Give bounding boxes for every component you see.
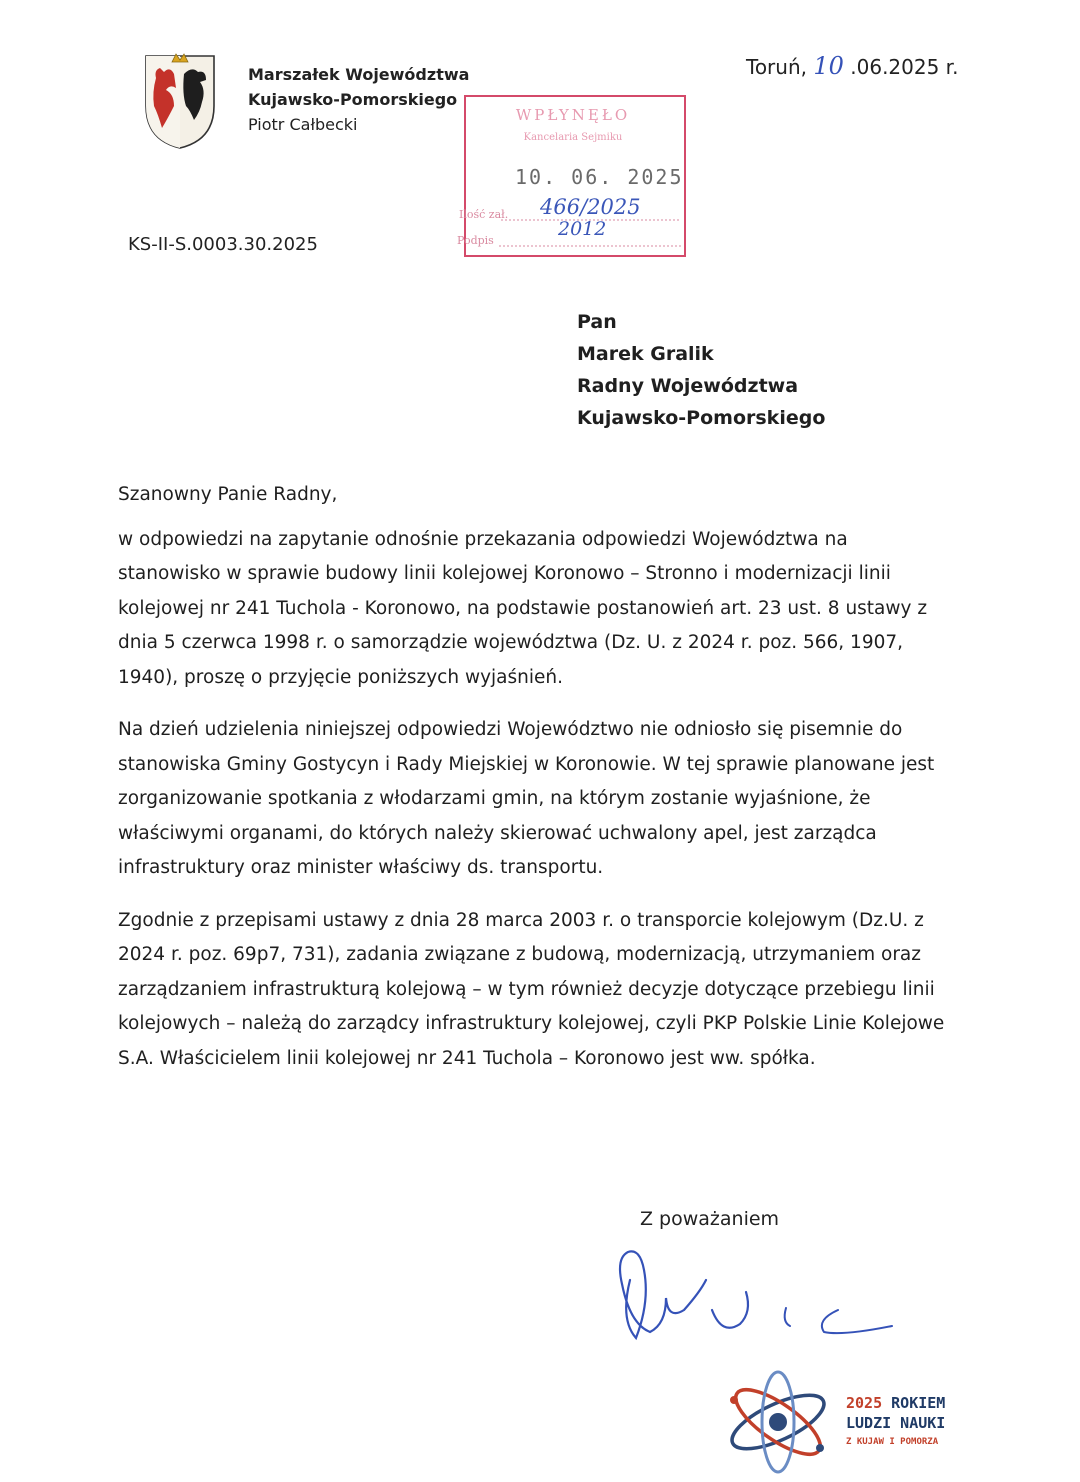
sender-block (248, 62, 469, 137)
coat-of-arms-logo (140, 48, 220, 152)
letter-body (118, 478, 948, 1094)
sender-title-line-2: Kujawsko-Pomorskiego (248, 90, 458, 109)
recipient-line-4: Kujawsko-Pomorskiego (577, 407, 826, 429)
slogan-line-3: Z KUJAW I POMORZA (846, 1437, 939, 1447)
science-year-slogan (846, 1393, 945, 1451)
stamp-count-label: Ilość zał. (459, 208, 509, 221)
stamp-code-handwritten: 2012 (558, 218, 607, 240)
paragraph-1: w odpowiedzi na zapytanie odnośnie przekazania odpowiedzi Województwa na stanowisko w sprawie budowy linii kolejowej Koronowo – Stronno i modernizacji linii kolejowej nr 241 Tuchola - Koronowo, na podstawie postanowień art. 23 ust. 8 ustawy z dnia 5 czerwca 1998 r. o samorządzie województwa (Dz. U. z 2024 r. poz. 566, 1907, 1940), proszę o przyjęcie poniższych wyjaśnień. (118, 528, 928, 688)
paragraph-3: Zgodnie z przepisami ustawy z dnia 28 marca 2003 r. o transporcie kolejowym (Dz.U. z 2024 r. poz. 69p7, 731), zadania związane z budową, modernizacją, utrzymaniem oraz zarządzaniem infrastrukturą kolejową – w tym również decyzje dotyczące przebiegu linii kolejowych – należą do zarządcy infrastruktury kolejowej, czyli PKP Polskie Linie Kolejowe S.A. Właścicielem linii kolejowej nr 241 Tuchola – Koronowo jest ww. spółka. (118, 909, 945, 1069)
slogan-line-1: ROKIEM (891, 1394, 946, 1412)
sender-title-line-1: Marszałek Województwa (248, 65, 470, 84)
sender-name: Piotr Całbecki (248, 115, 358, 134)
salutation: Szanowny Panie Radny, (118, 484, 338, 505)
slogan-line-2: LUDZI NAUKI (846, 1414, 946, 1432)
stamp-heading: WPŁYNĘŁO (515, 106, 631, 124)
recipient-line-3: Radny Województwa (577, 375, 799, 397)
recipient-line-2: Marek Gralik (577, 343, 714, 365)
date-month-year: .06.2025 r. (850, 55, 959, 79)
letter-date (746, 52, 958, 80)
date-place: Toruń, (746, 55, 807, 79)
reference-number: KS-II-S.0003.30.2025 (128, 234, 318, 255)
stamp-date: 10. 06. 2025 (515, 165, 684, 189)
recipient-block (577, 306, 825, 434)
science-year-atom-logo (722, 1370, 834, 1474)
stamp-office: Kancelaria Sejmiku (523, 132, 623, 143)
stamp-entry-number-handwritten: 466/2025 (540, 195, 641, 219)
closing: Z poważaniem (640, 1208, 780, 1230)
handwritten-signature (610, 1240, 900, 1350)
date-day-handwritten: 10 (813, 52, 844, 80)
paragraph-2: Na dzień udzielenia niniejszej odpowiedzi Województwo nie odniosło się pisemnie do stanowiska Gminy Gostycyn i Rady Miejskiej w Koronowie. W tej sprawie planowane jest zorganizowanie spotkania z włodarzami gmin, na którym zostanie wyjaśnione, że właściwymi organami, do których należy skierować uchwalony apel, jest zarządca infrastruktury oraz minister właściwy ds. transportu. (118, 719, 935, 878)
recipient-line-1: Pan (577, 311, 617, 333)
stamp-sign-label: Podpis (457, 234, 494, 247)
receipt-stamp (455, 90, 687, 258)
slogan-year: 2025 (846, 1394, 883, 1412)
